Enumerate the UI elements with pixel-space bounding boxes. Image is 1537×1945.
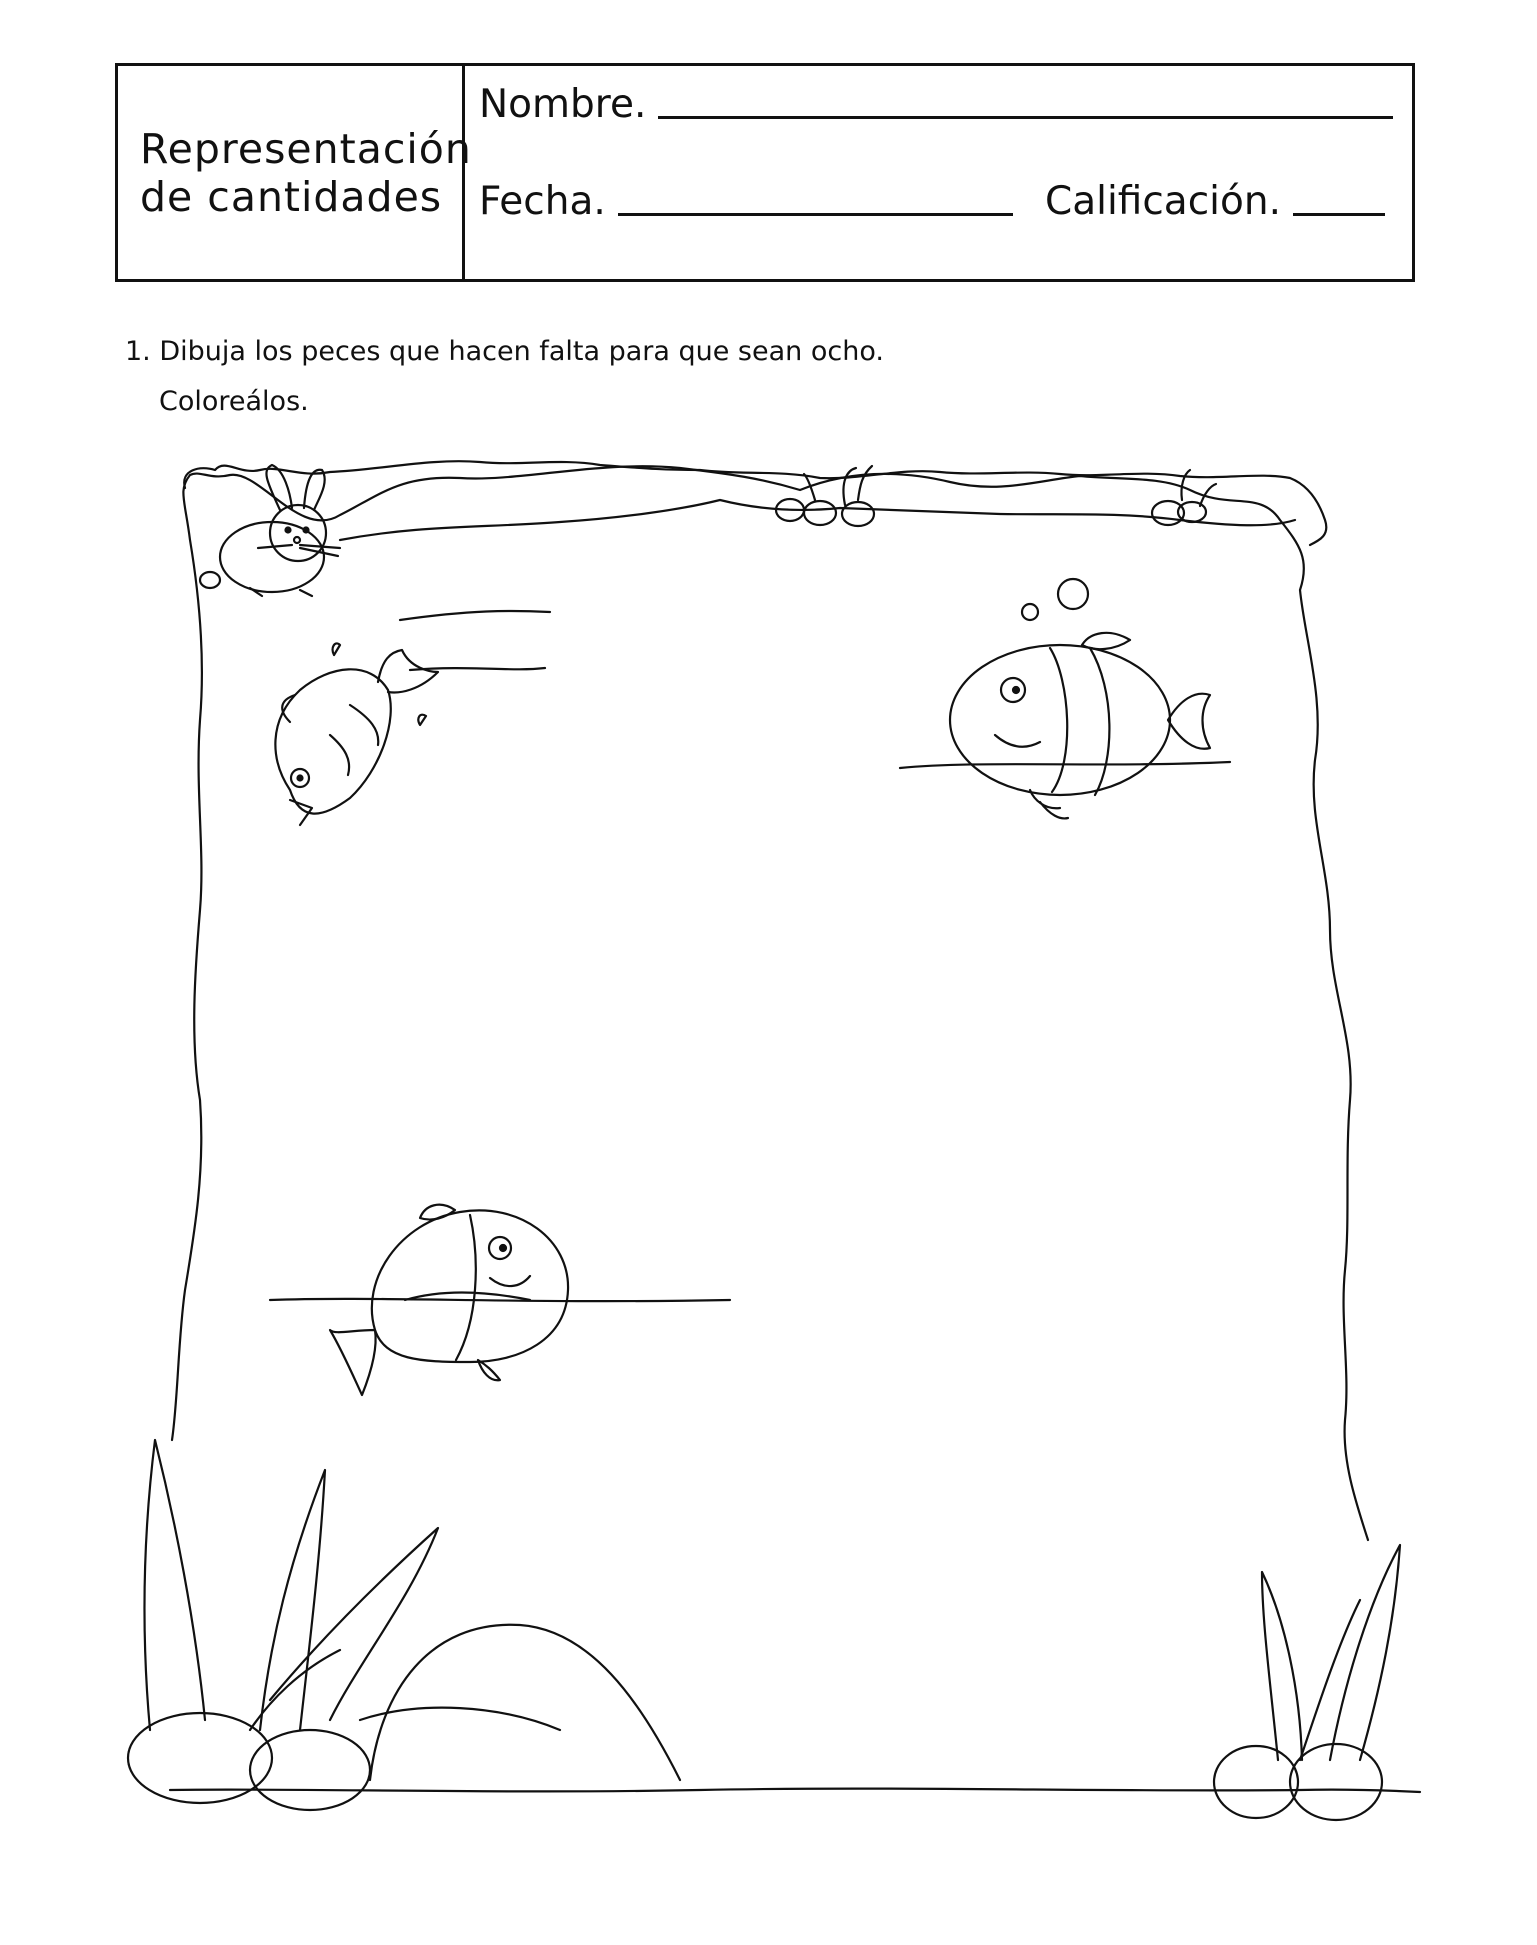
seaweed-icon (1262, 1545, 1400, 1760)
pond-top-bank (184, 461, 1326, 545)
rock-icon (1214, 1744, 1382, 1820)
grade-label: Calificación. (1045, 179, 1281, 224)
fish-icon (270, 1205, 730, 1395)
exercise-line-1: Dibuja los peces que hacen falta para que sean ocho. (159, 336, 884, 367)
date-label: Fecha. (479, 179, 606, 224)
fish-icon (275, 611, 550, 825)
pond-bottom (170, 1789, 1420, 1792)
exercise-line-2: Coloreálos. (159, 386, 309, 417)
rabbit-icon (220, 465, 340, 596)
title-line-2: de cantidades (140, 172, 443, 221)
name-label: Nombre. (479, 82, 647, 127)
fish-icon (900, 579, 1230, 818)
exercise-number: 1. (125, 336, 151, 367)
rock-icon (128, 1625, 680, 1810)
pond-outline (172, 466, 1368, 1540)
seaweed-icon (145, 1440, 438, 1730)
pond-inner-bank (340, 500, 1295, 540)
rock-icon (200, 499, 1206, 588)
title-line-1: Representación (140, 124, 472, 173)
